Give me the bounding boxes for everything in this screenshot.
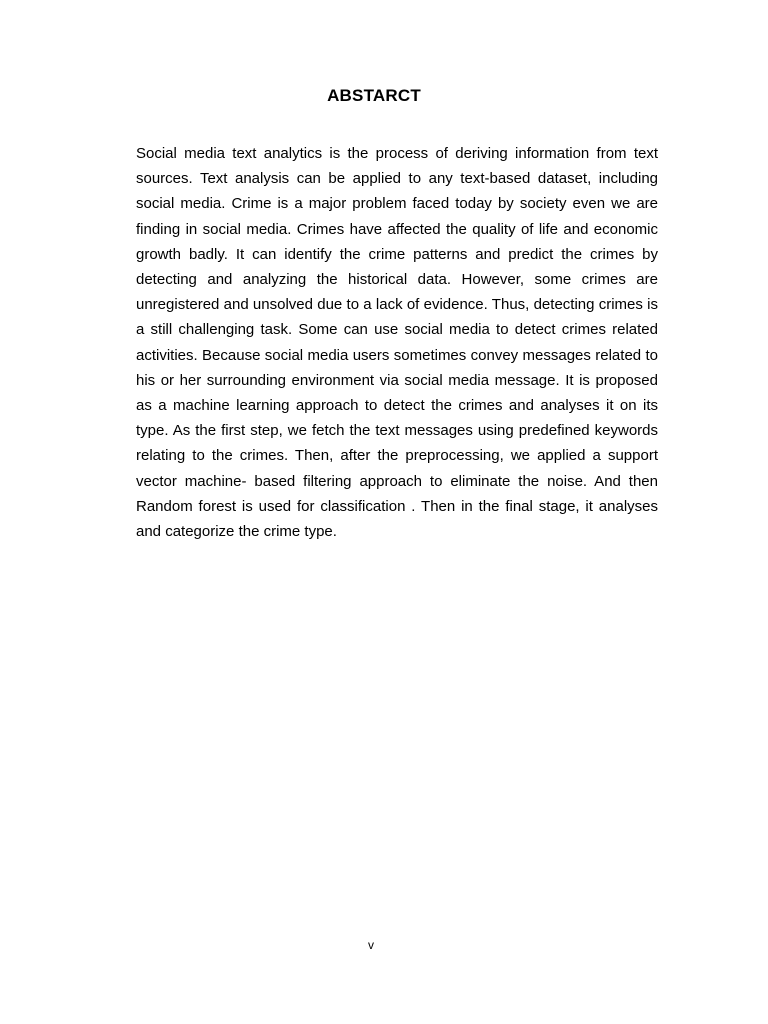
page-number: v [368,938,374,952]
page-title: ABSTARCT [327,86,421,105]
abstract-paragraph: Social media text analytics is the process of deriving information from text sources. Text analysis can be applied to any text-based dataset, including social media. Crime is a major problem faced today by society even we are finding in social media. Crimes have affected the quality of life and economic growth badly. It can identify the crime patterns and predict the crimes by detecting and analyzing the historical data. However, some crimes are unregistered and unsolved due to a lack of evidence. Thus, detecting crimes is a still challenging task. Some can use social media to detect crimes related activities. Because social media users sometimes convey messages related to his or her surrounding environment via social media message. It is proposed as a machine learning approach to detect the crimes and analyses it on its type. As the first step, we fetch the text messages using predefined keywords relating to the crimes. Then, after the preprocessing, we applied a support vector machine- based filtering approach to eliminate the noise. And then Random forest is used for classification . Then in the final stage, it analyses and categorize the crime type. [136,145,658,541]
